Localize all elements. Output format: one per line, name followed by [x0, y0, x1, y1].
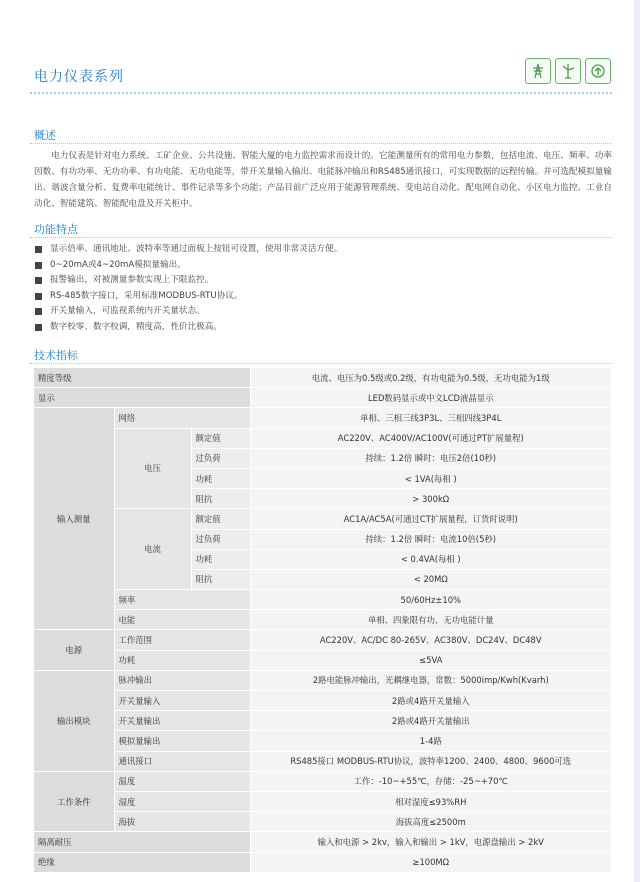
- spec-value: 输入和电源 > 2kv，输入和输出 > 1kV，电源盘输出 > 2kV: [250, 832, 612, 852]
- spec-value: 单相、三相三线3P3L、三相四线3P4L: [250, 408, 612, 428]
- features-title: 功能特点: [34, 223, 78, 236]
- spec-value: ≥100MΩ: [250, 852, 612, 872]
- spec-value: 单相、四象限有功、无功电能计量: [250, 610, 612, 630]
- list-item: [34, 289, 342, 305]
- list-item: [34, 242, 342, 258]
- spec-subgroup-label: 电压: [114, 428, 191, 509]
- spec-label: 阻抗: [191, 489, 250, 509]
- spec-label: 网络: [114, 408, 250, 428]
- overview-title: 概述: [34, 129, 56, 142]
- feature-text: 报警输出，对被测量参数实现上下限监控。: [50, 275, 214, 286]
- spec-subgroup-label: 电流: [114, 509, 191, 590]
- spec-value: 2路电能脉冲输出，光耦继电器，常数：5000imp/Kwh(Kvarh): [250, 670, 612, 690]
- table-row: [34, 751, 612, 771]
- spec-label: 电能: [114, 610, 250, 630]
- bullet-square-icon: [35, 262, 42, 269]
- spec-label: 频率: [114, 590, 250, 610]
- list-item: [34, 320, 342, 336]
- bullet-square-icon: [35, 324, 42, 331]
- page-edge-strip: [634, 0, 640, 882]
- feature-text: 数字校零、数字校调，精度高，性价比极高。: [50, 321, 222, 332]
- table-row: [34, 408, 612, 428]
- spec-value: LED数码显示或中文LCD液晶显示: [250, 388, 612, 408]
- spec-group-label: 输入测量: [34, 408, 114, 630]
- spec-group-label: 输出模块: [34, 670, 114, 771]
- spec-value: > 300kΩ: [250, 489, 612, 509]
- table-row: [34, 691, 612, 711]
- table-row: [34, 630, 612, 650]
- table-row: [34, 832, 612, 852]
- spec-value: ≤5VA: [250, 650, 612, 670]
- spec-label: 功耗: [114, 650, 250, 670]
- list-item: [34, 273, 342, 289]
- table-row: [34, 791, 612, 811]
- table-row: [34, 428, 612, 448]
- spec-group-label: 电源: [34, 630, 114, 670]
- table-row: [34, 650, 612, 670]
- feature-text: 0~20mA或4~20mA模拟量输出。: [50, 259, 186, 270]
- table-row: [34, 509, 612, 529]
- spec-label: 模拟量输出: [114, 731, 250, 751]
- features-list: [34, 242, 342, 336]
- spec-table: [34, 368, 612, 873]
- bullet-square-icon: [35, 308, 42, 315]
- spec-value: 海拔高度≤2500m: [250, 812, 612, 832]
- spec-value: RS485接口 MODBUS-RTU协议，波特率1200、2400、4800、9600可选: [250, 751, 612, 771]
- header-divider: [30, 92, 612, 94]
- spec-label: 隔离耐压: [34, 832, 250, 852]
- spec-label: 温度: [114, 771, 250, 791]
- spec-label: 湿度: [114, 791, 250, 811]
- spec-label: 功耗: [191, 468, 250, 488]
- spec-value: 相对湿度≤93%RH: [250, 791, 612, 811]
- spec-value: 2路或4路开关量输入: [250, 691, 612, 711]
- tower-icon: [525, 58, 551, 84]
- table-row: [34, 368, 612, 388]
- spec-value: 电流、电压为0.5级或0.2级，有功电能为0.5级，无功电能为1级: [250, 368, 612, 388]
- spec-label: 功耗: [191, 549, 250, 569]
- feature-text: 显示倍率、通讯地址、波特率等通过面板上按钮可设置，使用非常灵活方便。: [50, 244, 343, 254]
- spec-value: AC220V、AC400V/AC100V(可通过PT扩展量程): [250, 428, 612, 448]
- spec-label: 通讯接口: [114, 751, 250, 771]
- spec-value: AC220V、AC/DC 80-265V、AC380V、DC24V、DC48V: [250, 630, 612, 650]
- table-row: [34, 610, 612, 630]
- spec-value: AC1A/AC5A(可通过CT扩展量程，订货时说明): [250, 509, 612, 529]
- feature-text: 开关量输入，可监视系统内开关量状态。: [50, 306, 205, 317]
- spec-label: 工作范围: [114, 630, 250, 650]
- specs-divider: [30, 363, 612, 364]
- spec-label: 过负荷: [191, 529, 250, 549]
- bullet-square-icon: [35, 246, 42, 253]
- bullet-square-icon: [35, 277, 42, 284]
- table-row: [34, 731, 612, 751]
- spec-label: 开关量输出: [114, 711, 250, 731]
- table-row: [34, 812, 612, 832]
- spec-value: 2路或4路开关量输出: [250, 711, 612, 731]
- page-title: 电力仪表系列: [34, 69, 124, 85]
- table-row: [34, 388, 612, 408]
- table-row: [34, 852, 612, 872]
- spec-label: 额定值: [191, 509, 250, 529]
- spec-value: < 1VA(每相 ): [250, 468, 612, 488]
- spec-label: 脉冲输出: [114, 670, 250, 690]
- specs-title: 技术指标: [34, 349, 78, 362]
- spec-label: 绝缘: [34, 852, 250, 872]
- spec-label: 过负荷: [191, 448, 250, 468]
- spec-value: 1-4路: [250, 731, 612, 751]
- overview-text: 电力仪表是针对电力系统、工矿企业、公共设施、智能大厦的电力监控需求而设计的。它能测量所有的常用电力参数，包括电流、电压、频率、功率因数、有功功率、无功功率、有功电能、无功电能等，带开关量输入输出、电能脉冲输出和RS485通讯接口，可实现数据的远程传输。并可选配模拟量输出、谐波含量分析、复费率电能统计、事件记录等多个功能；产品目前广泛应用于能源管理系统、变电站自动化、配电网自动化、小区电力监控、工业自动化、智能建筑、智能配电盘及开关柜中。: [34, 151, 612, 209]
- spec-value: 工作：-10~+55℃，存储：-25~+70℃: [250, 771, 612, 791]
- wind-turbine-icon: [555, 58, 581, 84]
- spec-label: 精度等级: [34, 368, 250, 388]
- spec-label: 显示: [34, 388, 250, 408]
- spec-value: 50/60Hz±10%: [250, 590, 612, 610]
- features-divider: [30, 237, 612, 238]
- spec-value: 持续：1.2倍 瞬时：电压2倍(10秒): [250, 448, 612, 468]
- bullet-square-icon: [35, 293, 42, 300]
- spec-label: 开关量输入: [114, 691, 250, 711]
- overview-divider: [30, 143, 612, 144]
- spec-label: 额定值: [191, 428, 250, 448]
- spec-label: 阻抗: [191, 569, 250, 589]
- table-row: [34, 670, 612, 690]
- table-row: [34, 771, 612, 791]
- spec-value: < 0.4VA(每相 ): [250, 549, 612, 569]
- spec-value: < 20MΩ: [250, 569, 612, 589]
- spec-value: 持续：1.2倍 瞬时：电流10倍(5秒): [250, 529, 612, 549]
- spec-group-label: 工作条件: [34, 771, 114, 832]
- table-row: [34, 711, 612, 731]
- recycle-icon: [585, 58, 611, 84]
- feature-text: RS-485数字接口，采用标准MODBUS-RTU协议。: [50, 290, 243, 301]
- table-row: [34, 590, 612, 610]
- spec-label: 海拔: [114, 812, 250, 832]
- list-item: [34, 258, 342, 274]
- list-item: [34, 304, 342, 320]
